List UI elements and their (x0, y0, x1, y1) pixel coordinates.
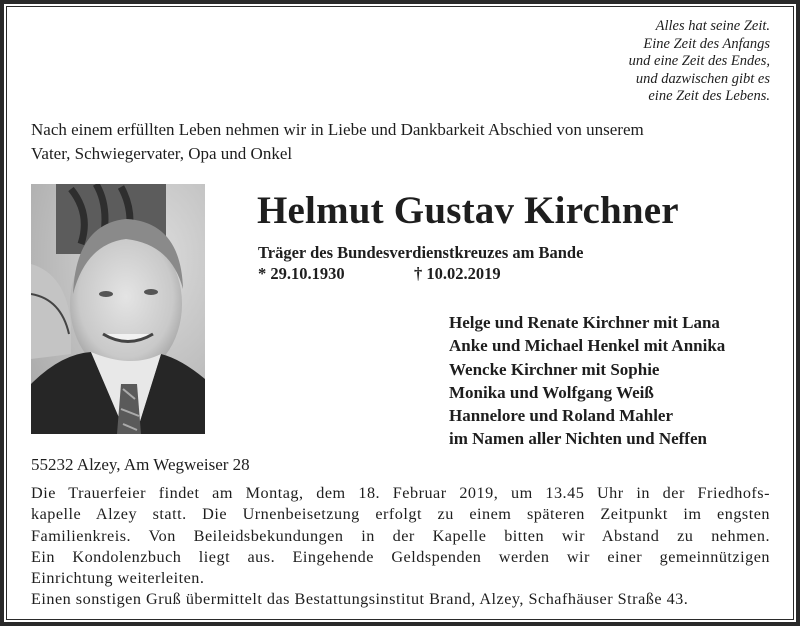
poem-line: Alles hat seine Zeit. (655, 18, 770, 34)
family-member-line: Anke und Michael Henkel mit Annika (449, 336, 726, 356)
funeral-details (31, 483, 770, 611)
intro-line: Vater, Schwiegervater, Opa und Onkel (31, 144, 293, 163)
intro-text (31, 118, 771, 166)
family-member-line: Hannelore und Roland Mahler (449, 406, 674, 426)
portrait-image (31, 184, 205, 434)
life-dates (258, 264, 501, 284)
deceased-honor: Träger des Bundesverdienstkreuzes am Bande (258, 243, 584, 262)
poem-line: und eine Zeit des Endes, (628, 53, 770, 70)
family-member-line: Monika und Wolfgang Weiß (449, 382, 654, 402)
family-member-line: Helge und Renate Kirchner mit Lana (449, 313, 720, 332)
death-date: † 10.02.2019 (414, 264, 501, 283)
family-member-line: im Namen aller Nichten und Neffen (449, 429, 707, 449)
family-list (449, 311, 725, 451)
deceased-name: Helmut Gustav Kirchner (257, 189, 679, 232)
poem-line: und dazwischen gibt es (635, 70, 770, 87)
intro-line: Nach einem erfüllten Leben nehmen wir in Liebe und Dankbarkeit Abschied von unserem (31, 120, 644, 139)
details-line: Ein Kondolenzbuch liegt aus. Eingehende Geldspenden werden wir einer gemeinnützigen (31, 547, 770, 566)
details-line: Die Trauerfeier findet am Montag, dem 18. Februar 2019, um 13.45 Uhr in der Friedhofs- (31, 484, 770, 502)
poem-line: Eine Zeit des Anfangs (643, 35, 770, 52)
family-member-line: Wencke Kirchner mit Sophie (449, 359, 660, 379)
family-address: 55232 Alzey, Am Wegweiser 28 (31, 455, 250, 474)
details-line: Familienkreis. Von Beileidsbekundungen in der Kapelle bitten wir Abstand zu nehmen. (31, 526, 770, 545)
details-line: kapelle Alzey statt. Die Urnenbeisetzung erfolgt zu einem späteren Zeitpunkt im engsten (31, 505, 770, 524)
poem-line: eine Zeit des Lebens. (648, 88, 770, 105)
birth-date: * 29.10.1930 (258, 264, 345, 283)
portrait-photo (31, 184, 205, 434)
poem-quote (629, 18, 770, 106)
details-line: Einrichtung weiterleiten. (31, 569, 205, 588)
details-line: Einen sonstigen Gruß übermittelt das Bestattungsinstitut Brand, Alzey, Schafhäuser Straße 43. (31, 590, 689, 609)
